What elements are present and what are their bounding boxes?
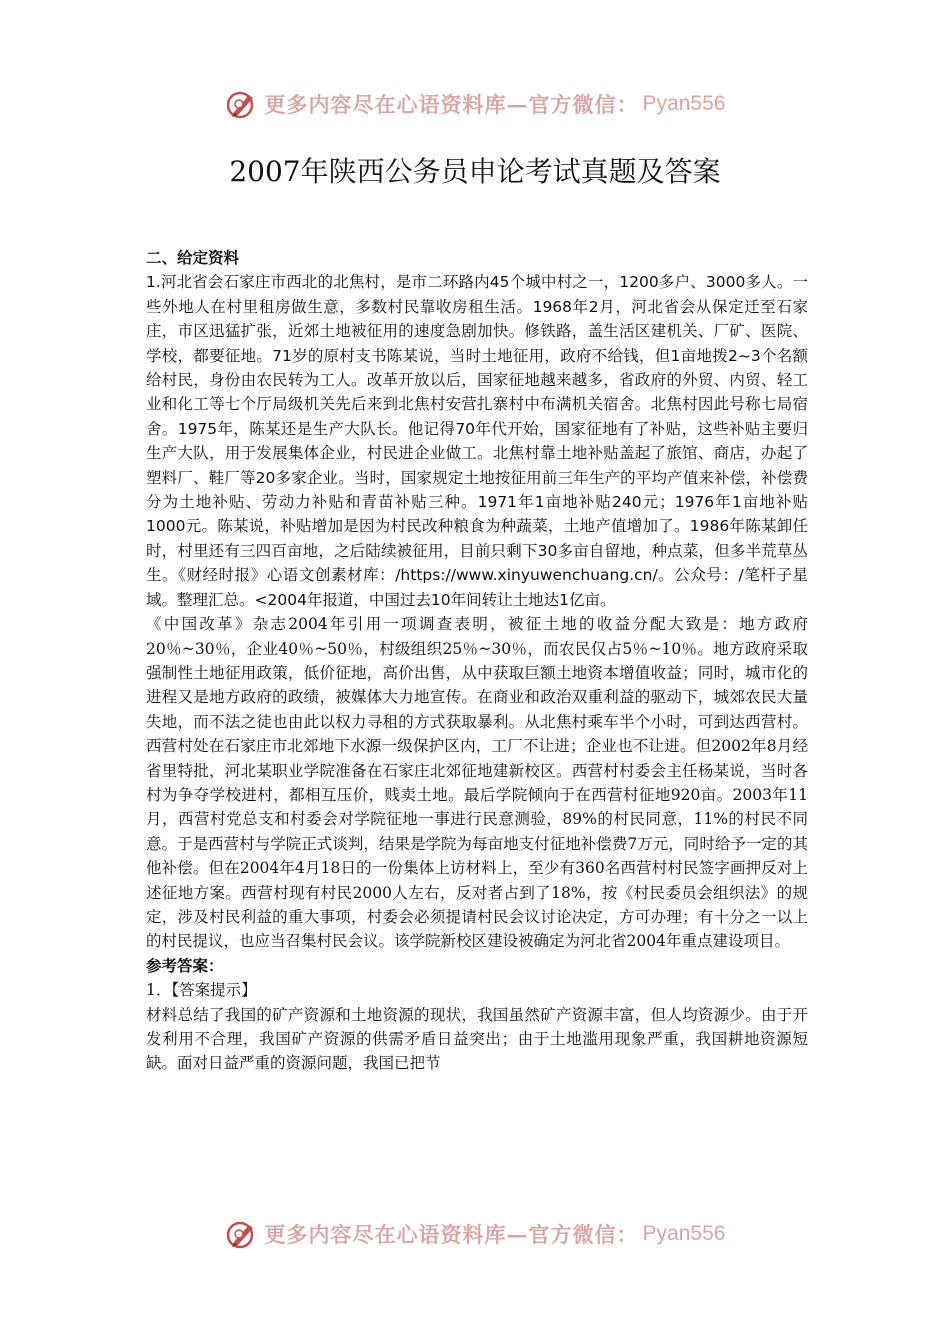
- pen-logo-icon: [225, 87, 259, 121]
- section-heading: 二、给定资料: [146, 249, 240, 267]
- answer-item: 1．【答案提示】: [146, 981, 257, 1000]
- watermark-id: Pyan556: [642, 92, 726, 115]
- pen-logo-icon: [225, 1217, 259, 1251]
- watermark-id: Pyan556: [642, 1222, 726, 1245]
- watermark-banner-top: [0, 82, 950, 126]
- watermark-banner-bottom: [0, 1212, 950, 1256]
- paragraph-1: 1.河北省会石家庄市西北的北焦村，是市二环路内45个城中村之一，1200多户、3000多人。一些外地人在村里租房做生意，多数村民靠收房租生活。1968年2月，河北省会从保定迁至石家庄，市区迅猛扩张，近郊土地被征用的速度急剧加快。修铁路，盖生活区建机关、厂矿、医院、学校，都要征地。71岁的原村支书陈某说，当时土地征用，政府不给钱，但1亩地拨2~3个名额给村民，身份由农民转为工人。改革开放以后，国家征地越来越多，省政府的外贸、内贸、轻工业和化工等七个厅局级机关先后来到北焦村安营扎寨村中布满机关宿舍。北焦村因此号称七局宿舍。1975年，陈某还是生产大队长。他记得70年代开始，国家征地有了补贴，这些补贴主要归生产大队，用于发展集体企业，村民进企业做工。北焦村靠土地补贴盖起了旅馆、商店，办起了塑料厂、鞋厂等20多家企业。当时，国家规定土地按征用前三年生产的平均产值来补偿，补偿费分为土地补贴、劳动力补贴和青苗补贴三种。1971年1亩地补贴240元；1976年1亩地补贴1000元。陈某说，补贴增加是因为村民改种粮食为种蔬菜，土地产值增加了。1986年陈某卸任时，村里还有三四百亩地，之后陆续被征用，目前只剩下30多亩自留地，种点菜，但多半荒草丛生。《财经时报》心语文创素材库：/https://www.xinyuwenchuang.cn/。公众号：/笔杆子星域。整理汇总。<2004年报道，中国过去10年间转让土地达1亿亩。: [146, 273, 808, 609]
- watermark-text: 更多内容尽在心语资料库—官方微信：: [264, 1222, 639, 1247]
- document-title: 2007年陕西公务员申论考试真题及答案: [229, 155, 721, 188]
- document-body: [146, 246, 808, 1076]
- watermark-text: 更多内容尽在心语资料库—官方微信：: [264, 92, 639, 117]
- answer-text: 材料总结了我国的矿产资源和土地资源的现状，我国虽然矿产资源丰富，但人均资源少。由于开发利用不合理，我国矿产资源的供需矛盾日益突出；由于土地滥用现象严重，我国耕地资源短缺。面对日益严重的资源问题，我国已把节: [146, 1005, 808, 1073]
- answer-heading: 参考答案：: [146, 956, 224, 975]
- paragraph-2: 《中国改革》杂志2004年引用一项调查表明，被征土地的收益分配大致是：地方政府20％~30％，企业40％~50％，村级组织25％~30％，而农民仅占5％~10％。地方政府采取强制性土地征用政策，低价征地，高价出售，从中获取巨额土地资本增值收益；同时，城市化的进程又是地方政府的政绩，被媒体大力地宣传。在商业和政治双重利益的驱动下，城郊农民大量失地，而不法之徒也由此以权力寻租的方式获取暴利。从北焦村乘车半个小时，可到达西营村。西营村处在石家庄市北郊地下水源一级保护区内，工厂不让进；企业也不让进。但2002年8月经省里特批，河北某职业学院准备在石家庄北郊征地建新校区。西营村村委会主任杨某说，当时各村为争夺学校进村，都相互压价，贱卖土地。最后学院倾向于在西营村征地920亩。2003年11月，西营村党总支和村委会对学院征地一事进行民意测验，89%的村民同意，11%的村民不同意。于是西营村与学院正式谈判，结果是学院为每亩地支付征地补偿费7万元，同时给予一定的其他补偿。但在2004年4月18日的一份集体上访材料上，至少有360名西营村村民签字画押反对上述征地方案。西营村现有村民2000人左右，反对者占到了18%，按《村民委员会组织法》的规定，涉及村民利益的重大事项，村委会必须提请村民会议讨论决定，方可办理；有十分之一以上的村民提议，也应当召集村民会议。该学院新校区建设被确定为河北省2004年重点建设项目。: [146, 615, 809, 951]
